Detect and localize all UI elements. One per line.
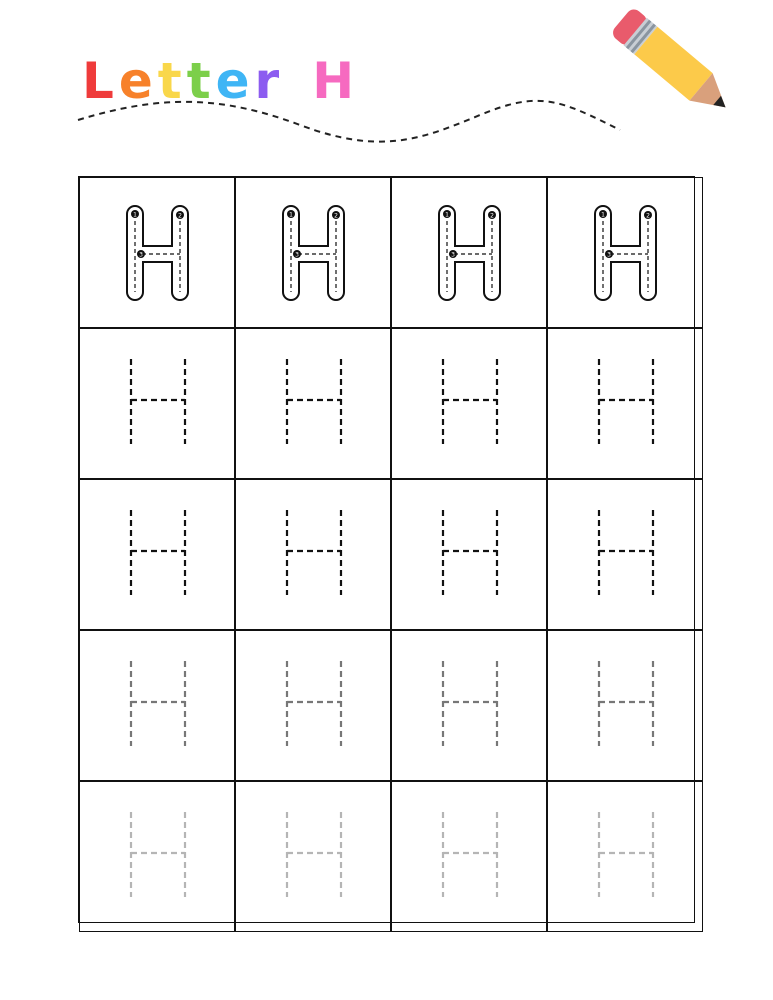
tracing-cell[interactable] [547,479,703,630]
tracing-cell[interactable] [79,328,235,479]
tracing-cell[interactable] [235,479,391,630]
tracing-cell[interactable] [235,781,391,932]
tracing-cell[interactable] [547,781,703,932]
title-letter: e [215,52,255,110]
title-letter: r [254,52,285,110]
dashed-letter-h-icon [548,480,702,629]
tracing-cell[interactable] [391,177,547,328]
svg-text:1: 1 [289,211,293,219]
svg-text:3: 3 [607,251,611,259]
svg-text:3: 3 [295,251,299,259]
tracing-cell[interactable] [79,479,235,630]
svg-text:2: 2 [646,212,650,220]
title-letter: t [186,52,216,110]
dashed-letter-h-icon [80,480,234,629]
dashed-letter-h-icon [80,329,234,478]
tracing-cell[interactable] [79,781,235,932]
svg-text:2: 2 [334,212,338,220]
dashed-letter-h-icon [548,329,702,478]
tracing-cell[interactable] [391,479,547,630]
dashed-letter-h-icon [548,782,702,931]
tracing-grid [78,176,695,923]
tracing-cell[interactable] [235,328,391,479]
dashed-letter-h-icon [392,329,546,478]
tracing-cell[interactable] [547,630,703,781]
pencil-icon [600,0,750,140]
dashed-letter-h-icon [548,631,702,780]
svg-text:1: 1 [601,211,605,219]
dashed-letter-h-icon [392,631,546,780]
dashed-letter-h-icon [236,480,390,629]
svg-text:2: 2 [490,212,494,220]
tracing-cell[interactable] [391,328,547,479]
tracing-cell[interactable] [79,630,235,781]
svg-text:2: 2 [178,212,182,220]
tracing-cell[interactable] [235,177,391,328]
tracing-cell[interactable] [547,328,703,479]
tracing-cell[interactable] [547,177,703,328]
guided-letter-h-icon [236,178,390,327]
guided-letter-h-icon [80,178,234,327]
svg-text:1: 1 [445,211,449,219]
tracing-cell[interactable] [79,177,235,328]
tracing-cell[interactable] [391,781,547,932]
svg-text:1: 1 [133,211,137,219]
guided-letter-h-icon [392,178,546,327]
title-letter: e [118,52,158,110]
dashed-letter-h-icon [392,782,546,931]
svg-text:3: 3 [139,251,143,259]
svg-text:3: 3 [451,251,455,259]
title-letter: H [312,52,360,110]
dashed-letter-h-icon [236,631,390,780]
guided-letter-h-icon [548,178,702,327]
dashed-letter-h-icon [80,782,234,931]
title-letter: L [82,52,119,110]
tracing-cell[interactable] [391,630,547,781]
dashed-letter-h-icon [236,782,390,931]
dashed-letter-h-icon [80,631,234,780]
tracing-cell[interactable] [235,630,391,781]
dashed-letter-h-icon [236,329,390,478]
title-letter: t [157,52,187,110]
dashed-letter-h-icon [392,480,546,629]
